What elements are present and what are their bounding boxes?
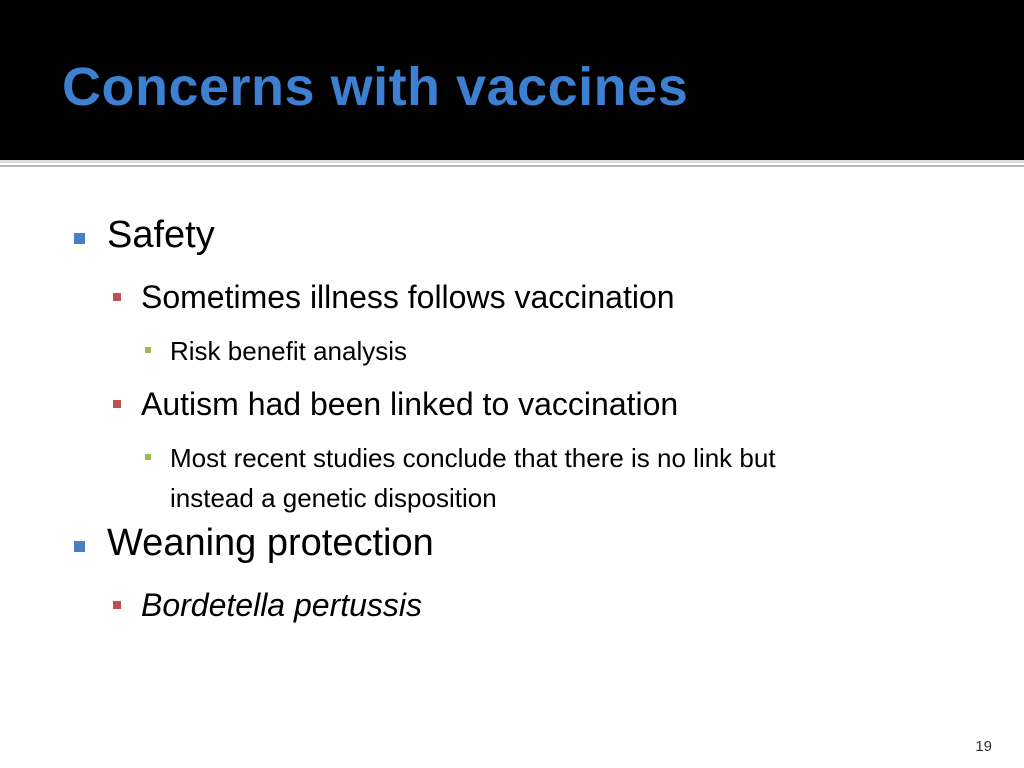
- square-bullet-icon: [113, 601, 121, 609]
- bullet-text: Autism had been linked to vaccination: [141, 386, 679, 422]
- square-bullet-icon: [74, 541, 85, 552]
- bullet-text: Risk benefit analysis: [170, 336, 407, 366]
- square-bullet-icon: [145, 347, 151, 353]
- square-bullet-icon: [113, 293, 121, 301]
- square-bullet-icon: [113, 400, 121, 408]
- bullet-text: Weaning protection: [107, 522, 434, 564]
- bullet-text: Bordetella pertussis: [141, 587, 423, 623]
- bullet-text: Safety: [107, 214, 215, 256]
- slide-title: Concerns with vaccines: [62, 57, 689, 117]
- bullet-text: Sometimes illness follows vaccination: [141, 279, 675, 315]
- bullet-text-line-2: instead a genetic disposition: [170, 483, 497, 513]
- square-bullet-icon: [145, 454, 151, 460]
- bullet-text-line-1: Most recent studies conclude that there is no link but: [170, 443, 776, 473]
- page-number: 19: [975, 738, 992, 755]
- square-bullet-icon: [74, 233, 85, 244]
